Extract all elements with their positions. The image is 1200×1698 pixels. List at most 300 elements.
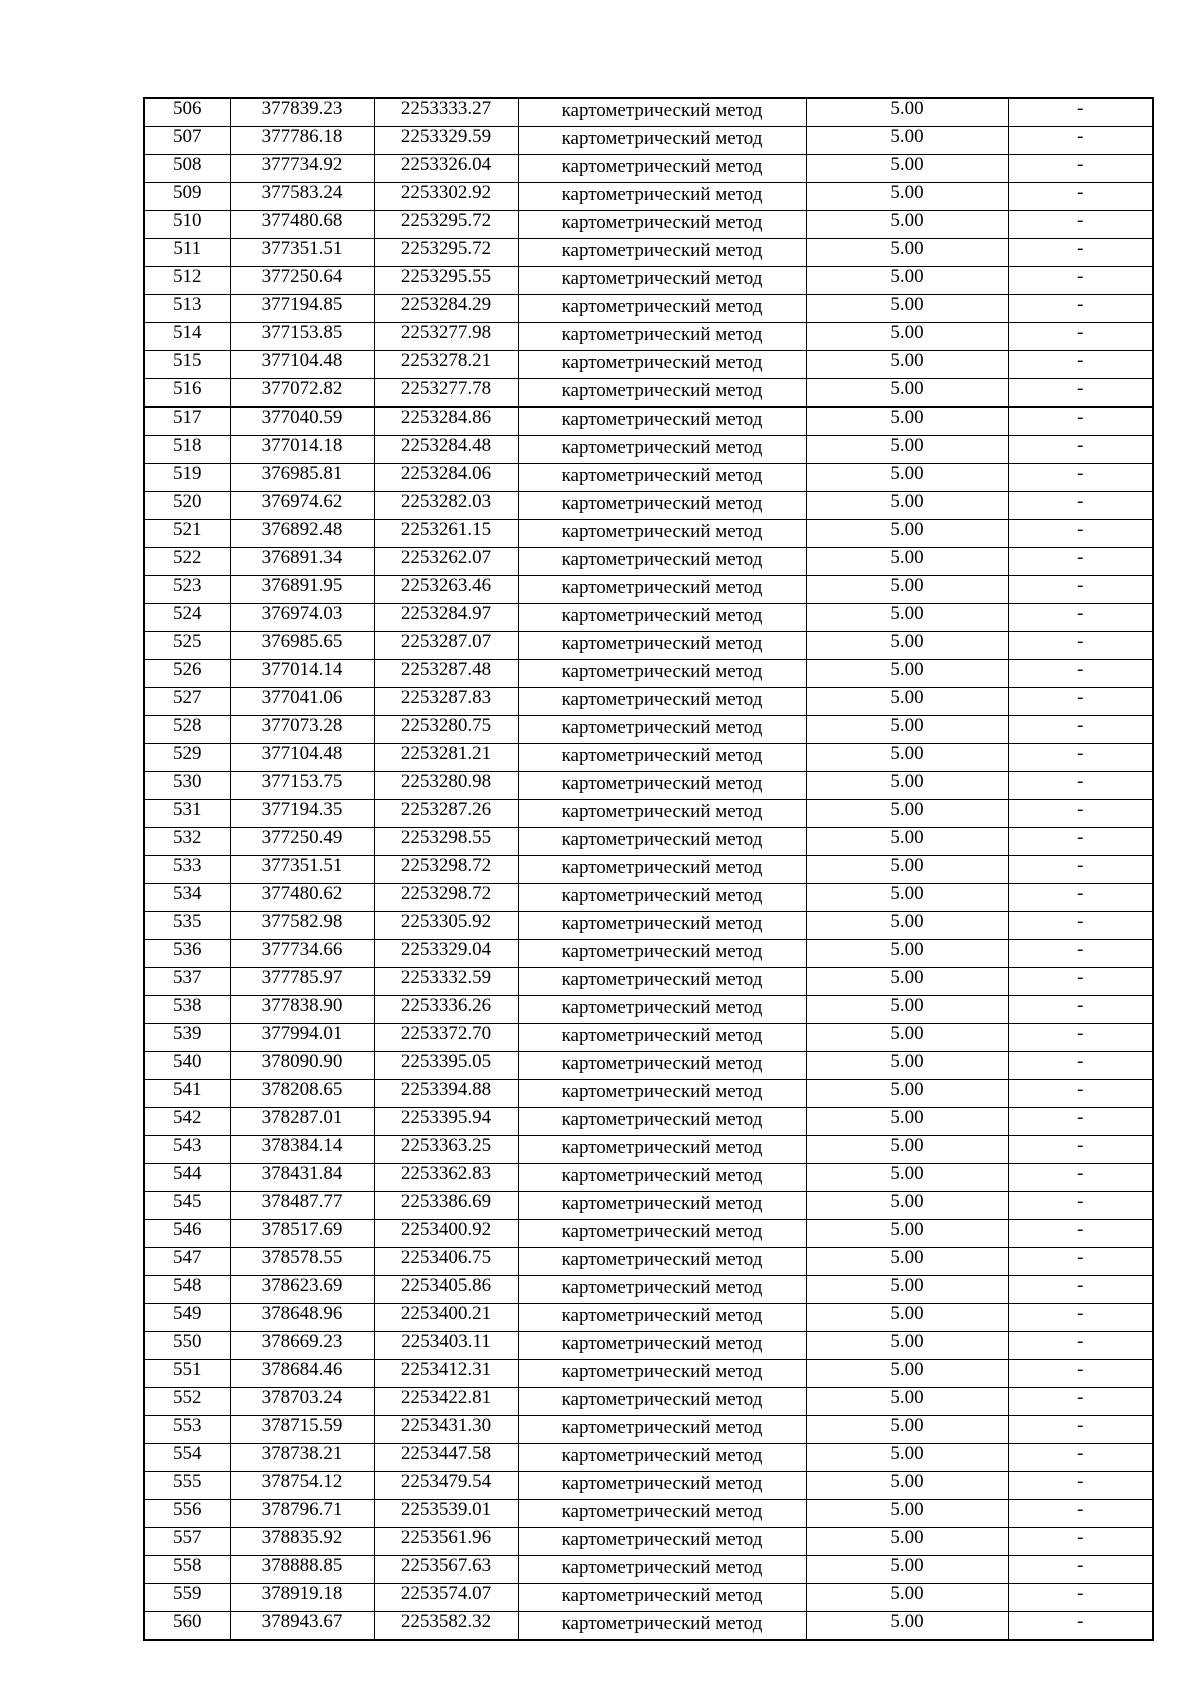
method-cell: картометрический метод [518, 127, 806, 155]
note-cell: - [1008, 1388, 1153, 1416]
method-cell: картометрический метод [518, 1528, 806, 1556]
point-number-cell: 519 [144, 464, 230, 492]
point-number-cell: 514 [144, 323, 230, 351]
note-cell: - [1008, 828, 1153, 856]
method-cell: картометрический метод [518, 996, 806, 1024]
accuracy-cell: 5.00 [806, 407, 1008, 436]
accuracy-cell: 5.00 [806, 716, 1008, 744]
y-coordinate-cell: 2253400.92 [374, 1220, 518, 1248]
table-row [144, 520, 1153, 548]
note-cell: - [1008, 996, 1153, 1024]
note-cell: - [1008, 1528, 1153, 1556]
point-number-cell: 540 [144, 1052, 230, 1080]
method-cell: картометрический метод [518, 464, 806, 492]
y-coordinate-cell: 2253403.11 [374, 1332, 518, 1360]
point-number-cell: 527 [144, 688, 230, 716]
y-coordinate-cell: 2253363.25 [374, 1136, 518, 1164]
table-row [144, 1052, 1153, 1080]
accuracy-cell: 5.00 [806, 604, 1008, 632]
y-coordinate-cell: 2253395.94 [374, 1108, 518, 1136]
accuracy-cell: 5.00 [806, 1164, 1008, 1192]
accuracy-cell: 5.00 [806, 1136, 1008, 1164]
y-coordinate-cell: 2253263.46 [374, 576, 518, 604]
table-row [144, 155, 1153, 183]
point-number-cell: 536 [144, 940, 230, 968]
accuracy-cell: 5.00 [806, 688, 1008, 716]
y-coordinate-cell: 2253295.72 [374, 211, 518, 239]
point-number-cell: 537 [144, 968, 230, 996]
method-cell: картометрический метод [518, 1192, 806, 1220]
y-coordinate-cell: 2253278.21 [374, 351, 518, 379]
point-number-cell: 526 [144, 660, 230, 688]
point-number-cell: 528 [144, 716, 230, 744]
note-cell: - [1008, 912, 1153, 940]
table-row [144, 1220, 1153, 1248]
x-coordinate-cell: 377786.18 [230, 127, 374, 155]
y-coordinate-cell: 2253287.26 [374, 800, 518, 828]
point-number-cell: 524 [144, 604, 230, 632]
note-cell: - [1008, 1136, 1153, 1164]
table-row [144, 295, 1153, 323]
x-coordinate-cell: 378943.67 [230, 1612, 374, 1641]
y-coordinate-cell: 2253295.72 [374, 239, 518, 267]
y-coordinate-cell: 2253302.92 [374, 183, 518, 211]
point-number-cell: 544 [144, 1164, 230, 1192]
table-row [144, 1500, 1153, 1528]
note-cell: - [1008, 520, 1153, 548]
table-row [144, 379, 1153, 408]
point-number-cell: 533 [144, 856, 230, 884]
table-row [144, 884, 1153, 912]
x-coordinate-cell: 377583.24 [230, 183, 374, 211]
x-coordinate-cell: 378703.24 [230, 1388, 374, 1416]
table-row [144, 968, 1153, 996]
table-row [144, 940, 1153, 968]
x-coordinate-cell: 377014.18 [230, 436, 374, 464]
coordinates-table-body [144, 98, 1153, 1640]
method-cell: картометрический метод [518, 1612, 806, 1641]
accuracy-cell: 5.00 [806, 436, 1008, 464]
y-coordinate-cell: 2253287.07 [374, 632, 518, 660]
table-row [144, 1584, 1153, 1612]
note-cell: - [1008, 688, 1153, 716]
table-row [144, 688, 1153, 716]
accuracy-cell: 5.00 [806, 940, 1008, 968]
method-cell: картометрический метод [518, 912, 806, 940]
accuracy-cell: 5.00 [806, 828, 1008, 856]
x-coordinate-cell: 377014.14 [230, 660, 374, 688]
x-coordinate-cell: 378623.69 [230, 1276, 374, 1304]
accuracy-cell: 5.00 [806, 1276, 1008, 1304]
y-coordinate-cell: 2253280.98 [374, 772, 518, 800]
point-number-cell: 545 [144, 1192, 230, 1220]
table-row [144, 267, 1153, 295]
x-coordinate-cell: 378754.12 [230, 1472, 374, 1500]
x-coordinate-cell: 378384.14 [230, 1136, 374, 1164]
method-cell: картометрический метод [518, 1136, 806, 1164]
accuracy-cell: 5.00 [806, 1528, 1008, 1556]
point-number-cell: 541 [144, 1080, 230, 1108]
accuracy-cell: 5.00 [806, 1444, 1008, 1472]
method-cell: картометрический метод [518, 940, 806, 968]
note-cell: - [1008, 155, 1153, 183]
note-cell: - [1008, 1416, 1153, 1444]
note-cell: - [1008, 239, 1153, 267]
table-row [144, 1024, 1153, 1052]
method-cell: картометрический метод [518, 856, 806, 884]
point-number-cell: 507 [144, 127, 230, 155]
x-coordinate-cell: 378919.18 [230, 1584, 374, 1612]
point-number-cell: 515 [144, 351, 230, 379]
note-cell: - [1008, 183, 1153, 211]
accuracy-cell: 5.00 [806, 1192, 1008, 1220]
y-coordinate-cell: 2253284.97 [374, 604, 518, 632]
method-cell: картометрический метод [518, 632, 806, 660]
y-coordinate-cell: 2253405.86 [374, 1276, 518, 1304]
table-row [144, 1080, 1153, 1108]
y-coordinate-cell: 2253284.29 [374, 295, 518, 323]
method-cell: картометрический метод [518, 1444, 806, 1472]
y-coordinate-cell: 2253582.32 [374, 1612, 518, 1641]
x-coordinate-cell: 377194.85 [230, 295, 374, 323]
y-coordinate-cell: 2253362.83 [374, 1164, 518, 1192]
y-coordinate-cell: 2253400.21 [374, 1304, 518, 1332]
note-cell: - [1008, 1276, 1153, 1304]
x-coordinate-cell: 378431.84 [230, 1164, 374, 1192]
y-coordinate-cell: 2253298.72 [374, 856, 518, 884]
method-cell: картометрический метод [518, 828, 806, 856]
x-coordinate-cell: 378208.65 [230, 1080, 374, 1108]
x-coordinate-cell: 377839.23 [230, 98, 374, 127]
point-number-cell: 558 [144, 1556, 230, 1584]
y-coordinate-cell: 2253329.59 [374, 127, 518, 155]
y-coordinate-cell: 2253277.98 [374, 323, 518, 351]
method-cell: картометрический метод [518, 1416, 806, 1444]
point-number-cell: 529 [144, 744, 230, 772]
x-coordinate-cell: 378648.96 [230, 1304, 374, 1332]
x-coordinate-cell: 377104.48 [230, 744, 374, 772]
note-cell: - [1008, 716, 1153, 744]
point-number-cell: 530 [144, 772, 230, 800]
note-cell: - [1008, 604, 1153, 632]
y-coordinate-cell: 2253332.59 [374, 968, 518, 996]
accuracy-cell: 5.00 [806, 856, 1008, 884]
method-cell: картометрический метод [518, 436, 806, 464]
accuracy-cell: 5.00 [806, 1360, 1008, 1388]
table-row [144, 800, 1153, 828]
table-row [144, 632, 1153, 660]
accuracy-cell: 5.00 [806, 744, 1008, 772]
y-coordinate-cell: 2253567.63 [374, 1556, 518, 1584]
point-number-cell: 556 [144, 1500, 230, 1528]
accuracy-cell: 5.00 [806, 323, 1008, 351]
point-number-cell: 553 [144, 1416, 230, 1444]
table-row [144, 1416, 1153, 1444]
table-row [144, 1388, 1153, 1416]
table-row [144, 1276, 1153, 1304]
point-number-cell: 521 [144, 520, 230, 548]
method-cell: картометрический метод [518, 968, 806, 996]
method-cell: картометрический метод [518, 1248, 806, 1276]
point-number-cell: 506 [144, 98, 230, 127]
accuracy-cell: 5.00 [806, 379, 1008, 408]
x-coordinate-cell: 376985.65 [230, 632, 374, 660]
table-row [144, 351, 1153, 379]
point-number-cell: 520 [144, 492, 230, 520]
note-cell: - [1008, 772, 1153, 800]
accuracy-cell: 5.00 [806, 1416, 1008, 1444]
note-cell: - [1008, 1444, 1153, 1472]
note-cell: - [1008, 1584, 1153, 1612]
accuracy-cell: 5.00 [806, 1024, 1008, 1052]
accuracy-cell: 5.00 [806, 772, 1008, 800]
method-cell: картометрический метод [518, 772, 806, 800]
accuracy-cell: 5.00 [806, 1388, 1008, 1416]
y-coordinate-cell: 2253394.88 [374, 1080, 518, 1108]
method-cell: картометрический метод [518, 548, 806, 576]
note-cell: - [1008, 1612, 1153, 1641]
table-row [144, 1332, 1153, 1360]
table-row [144, 239, 1153, 267]
accuracy-cell: 5.00 [806, 267, 1008, 295]
note-cell: - [1008, 632, 1153, 660]
table-row [144, 912, 1153, 940]
note-cell: - [1008, 1052, 1153, 1080]
note-cell: - [1008, 1080, 1153, 1108]
table-row [144, 436, 1153, 464]
table-row [144, 1472, 1153, 1500]
note-cell: - [1008, 548, 1153, 576]
x-coordinate-cell: 376891.34 [230, 548, 374, 576]
method-cell: картометрический метод [518, 1332, 806, 1360]
point-number-cell: 549 [144, 1304, 230, 1332]
y-coordinate-cell: 2253281.21 [374, 744, 518, 772]
x-coordinate-cell: 378888.85 [230, 1556, 374, 1584]
x-coordinate-cell: 377040.59 [230, 407, 374, 436]
method-cell: картометрический метод [518, 183, 806, 211]
note-cell: - [1008, 576, 1153, 604]
method-cell: картометрический метод [518, 716, 806, 744]
accuracy-cell: 5.00 [806, 1500, 1008, 1528]
method-cell: картометрический метод [518, 323, 806, 351]
accuracy-cell: 5.00 [806, 1556, 1008, 1584]
y-coordinate-cell: 2253372.70 [374, 1024, 518, 1052]
y-coordinate-cell: 2253284.06 [374, 464, 518, 492]
point-number-cell: 552 [144, 1388, 230, 1416]
accuracy-cell: 5.00 [806, 1304, 1008, 1332]
method-cell: картометрический метод [518, 1584, 806, 1612]
coordinates-table [143, 97, 1154, 1641]
note-cell: - [1008, 1472, 1153, 1500]
method-cell: картометрический метод [518, 1052, 806, 1080]
method-cell: картометрический метод [518, 800, 806, 828]
method-cell: картометрический метод [518, 1388, 806, 1416]
point-number-cell: 534 [144, 884, 230, 912]
accuracy-cell: 5.00 [806, 155, 1008, 183]
x-coordinate-cell: 377480.68 [230, 211, 374, 239]
accuracy-cell: 5.00 [806, 239, 1008, 267]
note-cell: - [1008, 464, 1153, 492]
method-cell: картометрический метод [518, 1360, 806, 1388]
note-cell: - [1008, 660, 1153, 688]
x-coordinate-cell: 377250.64 [230, 267, 374, 295]
table-row [144, 1304, 1153, 1332]
note-cell: - [1008, 492, 1153, 520]
y-coordinate-cell: 2253298.72 [374, 884, 518, 912]
x-coordinate-cell: 378796.71 [230, 1500, 374, 1528]
x-coordinate-cell: 378715.59 [230, 1416, 374, 1444]
x-coordinate-cell: 377153.85 [230, 323, 374, 351]
note-cell: - [1008, 800, 1153, 828]
note-cell: - [1008, 323, 1153, 351]
table-row [144, 996, 1153, 1024]
x-coordinate-cell: 377072.82 [230, 379, 374, 408]
accuracy-cell: 5.00 [806, 211, 1008, 239]
y-coordinate-cell: 2253282.03 [374, 492, 518, 520]
method-cell: картометрический метод [518, 688, 806, 716]
x-coordinate-cell: 377250.49 [230, 828, 374, 856]
note-cell: - [1008, 1164, 1153, 1192]
table-row [144, 1556, 1153, 1584]
accuracy-cell: 5.00 [806, 1584, 1008, 1612]
method-cell: картометрический метод [518, 1024, 806, 1052]
note-cell: - [1008, 1248, 1153, 1276]
point-number-cell: 548 [144, 1276, 230, 1304]
x-coordinate-cell: 376892.48 [230, 520, 374, 548]
note-cell: - [1008, 407, 1153, 436]
method-cell: картометрический метод [518, 379, 806, 408]
y-coordinate-cell: 2253262.07 [374, 548, 518, 576]
y-coordinate-cell: 2253326.04 [374, 155, 518, 183]
point-number-cell: 511 [144, 239, 230, 267]
y-coordinate-cell: 2253284.86 [374, 407, 518, 436]
method-cell: картометрический метод [518, 1164, 806, 1192]
point-number-cell: 550 [144, 1332, 230, 1360]
accuracy-cell: 5.00 [806, 660, 1008, 688]
method-cell: картометрический метод [518, 576, 806, 604]
x-coordinate-cell: 378835.92 [230, 1528, 374, 1556]
accuracy-cell: 5.00 [806, 968, 1008, 996]
x-coordinate-cell: 377994.01 [230, 1024, 374, 1052]
table-row [144, 1612, 1153, 1641]
x-coordinate-cell: 378578.55 [230, 1248, 374, 1276]
point-number-cell: 542 [144, 1108, 230, 1136]
table-row [144, 183, 1153, 211]
note-cell: - [1008, 884, 1153, 912]
method-cell: картометрический метод [518, 239, 806, 267]
method-cell: картометрический метод [518, 267, 806, 295]
accuracy-cell: 5.00 [806, 127, 1008, 155]
x-coordinate-cell: 378287.01 [230, 1108, 374, 1136]
table-row [144, 1444, 1153, 1472]
table-row [144, 576, 1153, 604]
y-coordinate-cell: 2253261.15 [374, 520, 518, 548]
method-cell: картометрический метод [518, 295, 806, 323]
point-number-cell: 543 [144, 1136, 230, 1164]
y-coordinate-cell: 2253287.83 [374, 688, 518, 716]
table-row [144, 1528, 1153, 1556]
method-cell: картометрический метод [518, 1500, 806, 1528]
accuracy-cell: 5.00 [806, 1220, 1008, 1248]
table-row [144, 211, 1153, 239]
x-coordinate-cell: 378669.23 [230, 1332, 374, 1360]
x-coordinate-cell: 377480.62 [230, 884, 374, 912]
table-row [144, 1248, 1153, 1276]
note-cell: - [1008, 267, 1153, 295]
accuracy-cell: 5.00 [806, 1052, 1008, 1080]
method-cell: картометрический метод [518, 884, 806, 912]
method-cell: картометрический метод [518, 744, 806, 772]
method-cell: картометрический метод [518, 1472, 806, 1500]
x-coordinate-cell: 377838.90 [230, 996, 374, 1024]
note-cell: - [1008, 211, 1153, 239]
table-row [144, 828, 1153, 856]
method-cell: картометрический метод [518, 351, 806, 379]
method-cell: картометрический метод [518, 1108, 806, 1136]
accuracy-cell: 5.00 [806, 1332, 1008, 1360]
y-coordinate-cell: 2253287.48 [374, 660, 518, 688]
x-coordinate-cell: 376974.03 [230, 604, 374, 632]
point-number-cell: 517 [144, 407, 230, 436]
note-cell: - [1008, 351, 1153, 379]
note-cell: - [1008, 379, 1153, 408]
accuracy-cell: 5.00 [806, 1472, 1008, 1500]
method-cell: картометрический метод [518, 1220, 806, 1248]
accuracy-cell: 5.00 [806, 351, 1008, 379]
method-cell: картометрический метод [518, 660, 806, 688]
x-coordinate-cell: 377041.06 [230, 688, 374, 716]
table-row [144, 1164, 1153, 1192]
method-cell: картометрический метод [518, 492, 806, 520]
x-coordinate-cell: 377351.51 [230, 856, 374, 884]
x-coordinate-cell: 378487.77 [230, 1192, 374, 1220]
table-row [144, 856, 1153, 884]
point-number-cell: 538 [144, 996, 230, 1024]
method-cell: картометрический метод [518, 604, 806, 632]
accuracy-cell: 5.00 [806, 1248, 1008, 1276]
note-cell: - [1008, 1220, 1153, 1248]
method-cell: картометрический метод [518, 1080, 806, 1108]
y-coordinate-cell: 2253305.92 [374, 912, 518, 940]
y-coordinate-cell: 2253574.07 [374, 1584, 518, 1612]
method-cell: картометрический метод [518, 155, 806, 183]
y-coordinate-cell: 2253280.75 [374, 716, 518, 744]
point-number-cell: 557 [144, 1528, 230, 1556]
point-number-cell: 525 [144, 632, 230, 660]
note-cell: - [1008, 1192, 1153, 1220]
table-row [144, 1136, 1153, 1164]
y-coordinate-cell: 2253447.58 [374, 1444, 518, 1472]
x-coordinate-cell: 377194.35 [230, 800, 374, 828]
point-number-cell: 509 [144, 183, 230, 211]
point-number-cell: 555 [144, 1472, 230, 1500]
table-row [144, 772, 1153, 800]
point-number-cell: 535 [144, 912, 230, 940]
method-cell: картометрический метод [518, 211, 806, 239]
method-cell: картометрический метод [518, 407, 806, 436]
table-row [144, 492, 1153, 520]
table-row [144, 1192, 1153, 1220]
point-number-cell: 513 [144, 295, 230, 323]
accuracy-cell: 5.00 [806, 464, 1008, 492]
accuracy-cell: 5.00 [806, 548, 1008, 576]
note-cell: - [1008, 295, 1153, 323]
y-coordinate-cell: 2253395.05 [374, 1052, 518, 1080]
table-row [144, 660, 1153, 688]
accuracy-cell: 5.00 [806, 295, 1008, 323]
table-row [144, 1108, 1153, 1136]
point-number-cell: 532 [144, 828, 230, 856]
